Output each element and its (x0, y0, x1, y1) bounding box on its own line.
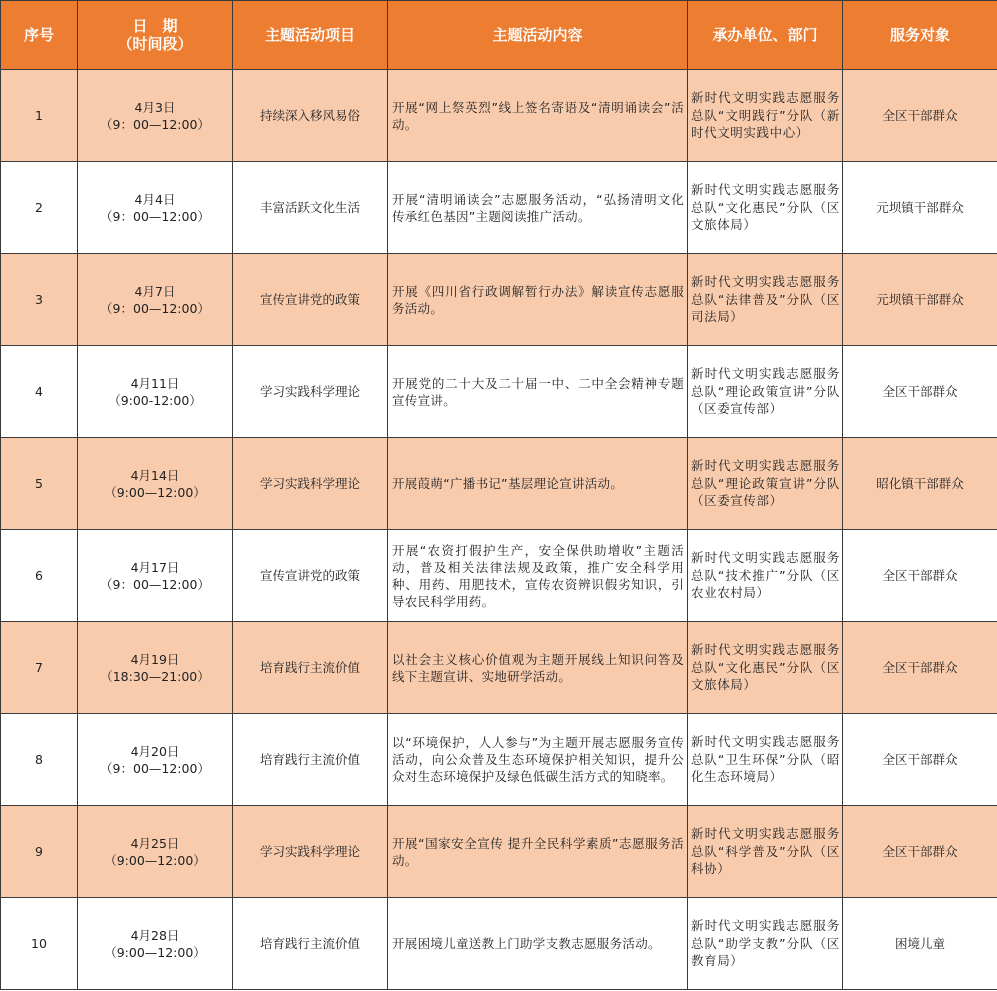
cell-project: 培育践行主流价值 (233, 898, 388, 990)
date-text: 4月17日 (130, 559, 180, 575)
date-text: 4月4日 (134, 191, 176, 207)
time-range: （9：00—12:00） (100, 576, 210, 592)
cell-seq: 2 (1, 162, 78, 254)
date-text: 4月11日 (130, 375, 180, 391)
time-range: （18:30—21:00） (100, 668, 210, 684)
cell-date (78, 254, 233, 346)
cell-unit: 新时代文明实践志愿服务总队“文化惠民”分队（区文旅体局） (688, 162, 843, 254)
table-row (1, 898, 997, 990)
cell-project: 宣传宣讲党的政策 (233, 254, 388, 346)
time-range: （9:00-12:00） (108, 392, 202, 408)
table-header-row (1, 1, 997, 70)
cell-date (78, 70, 233, 162)
cell-seq: 1 (1, 70, 78, 162)
cell-date (78, 714, 233, 806)
date-text: 4月19日 (130, 651, 180, 667)
cell-unit: 新时代文明实践志愿服务总队“助学支教”分队（区教育局） (688, 898, 843, 990)
cell-seq: 3 (1, 254, 78, 346)
cell-target: 全区干部群众 (843, 70, 997, 162)
cell-seq: 8 (1, 714, 78, 806)
cell-target: 困境儿童 (843, 898, 997, 990)
cell-date (78, 438, 233, 530)
cell-date (78, 162, 233, 254)
cell-content: 开展葭萌“广播书记”基层理论宣讲活动。 (388, 438, 688, 530)
cell-unit: 新时代文明实践志愿服务总队“科学普及”分队（区科协） (688, 806, 843, 898)
date-text: 4月20日 (130, 743, 180, 759)
cell-target: 全区干部群众 (843, 806, 997, 898)
table-row (1, 806, 997, 898)
date-text: 4月7日 (134, 283, 176, 299)
cell-content: 开展“网上祭英烈”线上签名寄语及“清明诵读会”活动。 (388, 70, 688, 162)
cell-project: 宣传宣讲党的政策 (233, 530, 388, 622)
time-range: （9：00—12:00） (100, 208, 210, 224)
cell-date (78, 530, 233, 622)
header-date-label: 日 期 (132, 17, 178, 35)
table-row (1, 162, 997, 254)
cell-unit: 新时代文明实践志愿服务总队“文化惠民”分队（区文旅体局） (688, 622, 843, 714)
table-row (1, 714, 997, 806)
header-unit: 承办单位、部门 (688, 1, 843, 70)
header-date (78, 1, 233, 70)
table-row (1, 346, 997, 438)
cell-seq: 7 (1, 622, 78, 714)
cell-content: 开展“清明诵读会”志愿服务活动，“弘扬清明文化 传承红色基因”主题阅读推广活动。 (388, 162, 688, 254)
cell-seq: 5 (1, 438, 78, 530)
cell-project: 学习实践科学理论 (233, 806, 388, 898)
header-project: 主题活动项目 (233, 1, 388, 70)
cell-content: 开展“国家安全宣传 提升全民科学素质”志愿服务活动。 (388, 806, 688, 898)
header-seq: 序号 (1, 1, 78, 70)
cell-content: 开展《四川省行政调解暂行办法》解读宣传志愿服务活动。 (388, 254, 688, 346)
header-target: 服务对象 (843, 1, 997, 70)
cell-date (78, 622, 233, 714)
cell-project: 丰富活跃文化生活 (233, 162, 388, 254)
cell-content: 开展“农资打假护生产，安全保供助增收”主题活动，普及相关法律法规及政策，推广安全科学用种、用药、用肥技术，宣传农资辨识假劣知识，引导农民科学用药。 (388, 530, 688, 622)
cell-target: 全区干部群众 (843, 714, 997, 806)
cell-project: 学习实践科学理论 (233, 438, 388, 530)
header-date-period: （时间段） (117, 35, 193, 53)
cell-target: 昭化镇干部群众 (843, 438, 997, 530)
date-text: 4月3日 (134, 99, 176, 115)
cell-content: 以社会主义核心价值观为主题开展线上知识问答及线下主题宣讲、实地研学活动。 (388, 622, 688, 714)
cell-seq: 6 (1, 530, 78, 622)
cell-project: 培育践行主流价值 (233, 622, 388, 714)
cell-date (78, 346, 233, 438)
cell-unit: 新时代文明实践志愿服务总队“技术推广”分队（区农业农村局） (688, 530, 843, 622)
cell-seq: 9 (1, 806, 78, 898)
date-text: 4月25日 (130, 835, 180, 851)
cell-seq: 10 (1, 898, 78, 990)
cell-date (78, 898, 233, 990)
cell-unit: 新时代文明实践志愿服务总队“文明践行”分队（新时代文明实践中心） (688, 70, 843, 162)
cell-target: 全区干部群众 (843, 530, 997, 622)
cell-content: 以“环境保护，人人参与”为主题开展志愿服务宣传活动，向公众普及生态环境保护相关知识，提升公众对生态环境保护及绿色低碳生活方式的知晓率。 (388, 714, 688, 806)
time-range: （9：00—12:00） (100, 760, 210, 776)
time-range: （9:00—12:00） (104, 944, 206, 960)
table-row (1, 254, 997, 346)
table-row (1, 622, 997, 714)
cell-unit: 新时代文明实践志愿服务总队“法律普及”分队（区司法局） (688, 254, 843, 346)
cell-target: 全区干部群众 (843, 346, 997, 438)
cell-content: 开展党的二十大及二十届一中、二中全会精神专题宣传宣讲。 (388, 346, 688, 438)
cell-target: 全区干部群众 (843, 622, 997, 714)
time-range: （9:00—12:00） (104, 484, 206, 500)
cell-unit: 新时代文明实践志愿服务总队“理论政策宣讲”分队（区委宣传部） (688, 438, 843, 530)
date-text: 4月14日 (130, 467, 180, 483)
cell-seq: 4 (1, 346, 78, 438)
table-row (1, 70, 997, 162)
time-range: （9:00—12:00） (104, 852, 206, 868)
time-range: （9：00—12:00） (100, 116, 210, 132)
cell-date (78, 806, 233, 898)
cell-target: 元坝镇干部群众 (843, 254, 997, 346)
header-content: 主题活动内容 (388, 1, 688, 70)
cell-unit: 新时代文明实践志愿服务总队“卫生环保”分队（昭化生态环境局） (688, 714, 843, 806)
cell-unit: 新时代文明实践志愿服务总队“理论政策宣讲”分队（区委宣传部） (688, 346, 843, 438)
cell-target: 元坝镇干部群众 (843, 162, 997, 254)
date-text: 4月28日 (130, 927, 180, 943)
cell-project: 持续深入移风易俗 (233, 70, 388, 162)
cell-project: 培育践行主流价值 (233, 714, 388, 806)
table-row (1, 438, 997, 530)
cell-project: 学习实践科学理论 (233, 346, 388, 438)
cell-content: 开展困境儿童送教上门助学支教志愿服务活动。 (388, 898, 688, 990)
time-range: （9：00—12:00） (100, 300, 210, 316)
table-row (1, 530, 997, 622)
